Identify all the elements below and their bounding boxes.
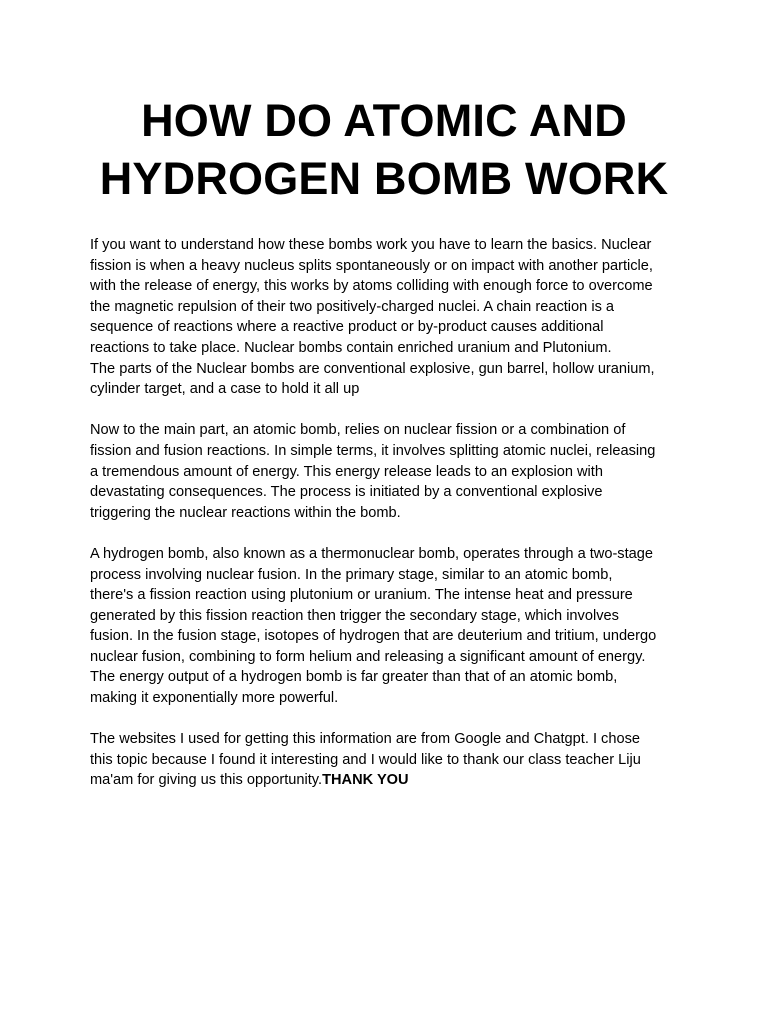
paragraph-hydrogen-bomb — [90, 544, 690, 709]
text-line: reactions to take place. Nuclear bombs contain enriched uranium and Plutonium. — [90, 339, 612, 356]
document-body — [90, 235, 690, 812]
text-line: with the release of energy, this works by atoms colliding with enough force to overcome — [90, 278, 653, 295]
text-line: fusion. In the fusion stage, isotopes of hydrogen that are deuterium and tritium, undergo — [90, 628, 657, 645]
paragraph-atomic-bomb — [90, 420, 690, 523]
title-line-2: HYDROGEN BOMB WORK — [99, 153, 669, 204]
text-line: If you want to understand how these bombs work you have to learn the basics. Nuclear — [90, 237, 652, 253]
text-line: the magnetic repulsion of their two positively-charged nuclei. A chain reaction is a — [90, 298, 615, 315]
text-line: devastating consequences. The process is initiated by a conventional explosive — [90, 484, 603, 501]
text-line-closing — [90, 770, 690, 791]
text-line: a tremendous amount of energy. This energy release leads to an explosion with — [90, 463, 603, 480]
text-line: this topic because I found it interesting and I would like to thank our class teacher Liju — [90, 751, 641, 768]
text-line: Now to the main part, an atomic bomb, relies on nuclear fission or a combination of — [90, 422, 626, 439]
title-line-1: HOW DO ATOMIC AND — [141, 95, 627, 146]
text-line: A hydrogen bomb, also known as a thermonuclear bomb, operates through a two-stage — [90, 545, 654, 562]
text-line: nuclear fusion, combining to form helium and releasing a significant amount of energy. — [90, 648, 646, 665]
text-line: The websites I used for getting this information are from Google and Chatgpt. I chose — [90, 731, 640, 748]
text-line: process involving nuclear fusion. In the primary stage, similar to an atomic bomb, — [90, 566, 613, 583]
text-line: there's a fission reaction using plutonium or uranium. The intense heat and pressure — [90, 587, 633, 604]
text-line: fission and fusion reactions. In simple terms, it involves splitting atomic nuclei, releasing — [90, 442, 656, 459]
text-line: sequence of reactions where a reactive product or by-product causes additional — [90, 319, 604, 336]
text-line: The energy output of a hydrogen bomb is far greater than that of an atomic bomb, — [90, 669, 618, 686]
page-title — [60, 92, 708, 208]
text-line: generated by this fission reaction then trigger the secondary stage, which involves — [90, 607, 619, 624]
paragraph-sources-thanks — [90, 729, 690, 791]
text-line: cylinder target, and a case to hold it all up — [90, 381, 360, 398]
text-line: triggering the nuclear reactions within the bomb. — [90, 504, 401, 521]
paragraph-basics — [90, 235, 690, 400]
closing-text: ma'am for giving us this opportunity. — [90, 772, 323, 789]
text-line: making it exponentially more powerful. — [90, 690, 339, 707]
text-line: The parts of the Nuclear bombs are conventional explosive, gun barrel, hollow uranium, — [90, 360, 655, 377]
thank-you-text: THANK YOU — [322, 772, 409, 789]
text-line: fission is when a heavy nucleus splits spontaneously or on impact with another particle, — [90, 257, 653, 274]
